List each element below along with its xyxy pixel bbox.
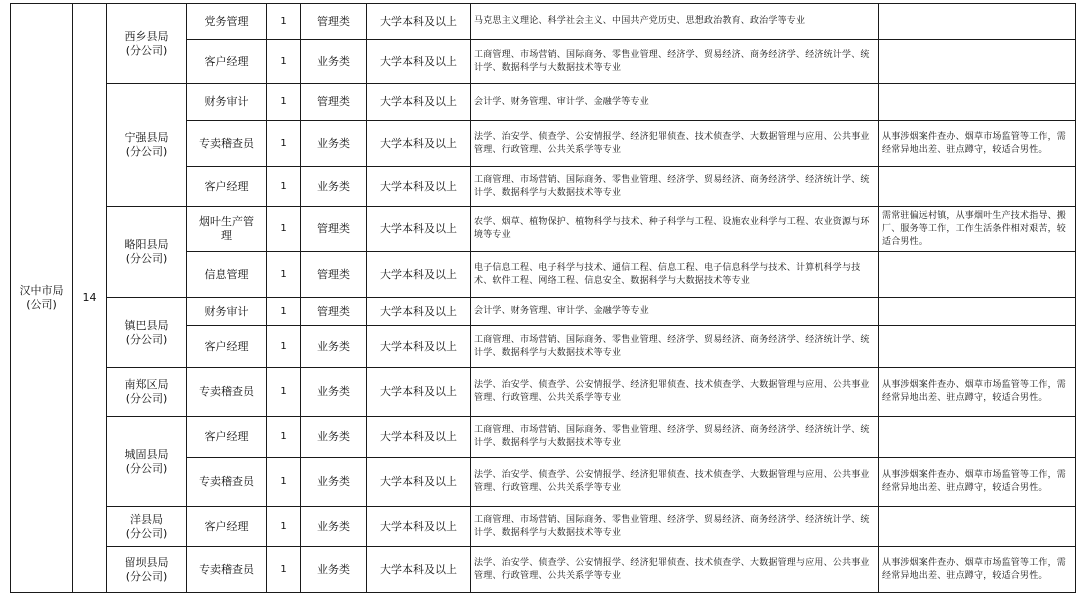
category-cell: 业务类: [301, 121, 367, 167]
quota-cell: 1: [267, 458, 301, 507]
category-cell: 业务类: [301, 326, 367, 368]
note-cell: [879, 298, 1076, 326]
quota-cell: 1: [267, 547, 301, 593]
major-cell: 电子信息工程、电子科学与技术、通信工程、信息工程、电子信息科学与技术、计算机科学与技术、软件工程、网络工程、信息安全、数据科学与大数据技术等专业: [471, 252, 879, 298]
education-cell: 大学本科及以上: [367, 121, 471, 167]
quota-cell: 1: [267, 252, 301, 298]
county-cell: 镇巴县局 (分公司): [107, 298, 187, 368]
category-cell: 管理类: [301, 4, 367, 40]
major-cell: 农学、烟草、植物保护、植物科学与技术、种子科学与工程、设施农业科学与工程、农业资源与环境等专业: [471, 207, 879, 252]
quota-cell: 1: [267, 417, 301, 458]
note-cell: [879, 84, 1076, 121]
category-cell: 管理类: [301, 84, 367, 121]
education-cell: 大学本科及以上: [367, 326, 471, 368]
post-cell: 财务审计: [187, 84, 267, 121]
education-cell: 大学本科及以上: [367, 507, 471, 547]
category-cell: 业务类: [301, 547, 367, 593]
post-cell: 专卖稽查员: [187, 547, 267, 593]
quota-cell: 1: [267, 40, 301, 84]
education-cell: 大学本科及以上: [367, 84, 471, 121]
recruitment-table: [10, 3, 1076, 593]
post-cell: 客户经理: [187, 417, 267, 458]
post-cell: 烟叶生产管 理: [187, 207, 267, 252]
education-cell: 大学本科及以上: [367, 4, 471, 40]
major-cell: 工商管理、市场营销、国际商务、零售业管理、经济学、贸易经济、商务经济学、经济统计学、统计学、数据科学与大数据技术等专业: [471, 507, 879, 547]
county-cell: 南郑区局 (分公司): [107, 368, 187, 417]
major-cell: 法学、治安学、侦查学、公安情报学、经济犯罪侦查、技术侦查学、大数据管理与应用、公共事业管理、行政管理、公共关系学等专业: [471, 547, 879, 593]
county-cell: 城固县局 (分公司): [107, 417, 187, 507]
note-cell: [879, 507, 1076, 547]
note-cell: [879, 167, 1076, 207]
education-cell: 大学本科及以上: [367, 417, 471, 458]
note-cell: 从事涉烟案件查办、烟草市场监管等工作，需经常异地出差、驻点蹲守，较适合男性。: [879, 368, 1076, 417]
note-cell: [879, 40, 1076, 84]
category-cell: 管理类: [301, 298, 367, 326]
post-cell: 党务管理: [187, 4, 267, 40]
education-cell: 大学本科及以上: [367, 547, 471, 593]
county-cell: 洋县局 (分公司): [107, 507, 187, 547]
category-cell: 业务类: [301, 417, 367, 458]
post-cell: 财务审计: [187, 298, 267, 326]
education-cell: 大学本科及以上: [367, 298, 471, 326]
note-cell: 从事涉烟案件查办、烟草市场监管等工作，需经常异地出差、驻点蹲守，较适合男性。: [879, 547, 1076, 593]
quota-cell: 1: [267, 167, 301, 207]
major-cell: 法学、治安学、侦查学、公安情报学、经济犯罪侦查、技术侦查学、大数据管理与应用、公共事业管理、行政管理、公共关系学等专业: [471, 368, 879, 417]
category-cell: 管理类: [301, 252, 367, 298]
post-cell: 客户经理: [187, 167, 267, 207]
education-cell: 大学本科及以上: [367, 368, 471, 417]
category-cell: 业务类: [301, 507, 367, 547]
note-cell: [879, 417, 1076, 458]
major-cell: 工商管理、市场营销、国际商务、零售业管理、经济学、贸易经济、商务经济学、经济统计学、统计学、数据科学与大数据技术等专业: [471, 326, 879, 368]
note-cell: [879, 252, 1076, 298]
post-cell: 专卖稽查员: [187, 121, 267, 167]
category-cell: 业务类: [301, 458, 367, 507]
education-cell: 大学本科及以上: [367, 40, 471, 84]
major-cell: 法学、治安学、侦查学、公安情报学、经济犯罪侦查、技术侦查学、大数据管理与应用、公共事业管理、行政管理、公共关系学等专业: [471, 121, 879, 167]
category-cell: 管理类: [301, 207, 367, 252]
note-cell: 需常驻偏远村镇，从事烟叶生产技术指导、搬厂、服务等工作，工作生活条件相对艰苦，较适合男性。: [879, 207, 1076, 252]
city-cell: 汉中市局 (公司): [11, 4, 73, 593]
post-cell: 信息管理: [187, 252, 267, 298]
major-cell: 会计学、财务管理、审计学、金融学等专业: [471, 298, 879, 326]
major-cell: 工商管理、市场营销、国际商务、零售业管理、经济学、贸易经济、商务经济学、经济统计学、统计学、数据科学与大数据技术等专业: [471, 167, 879, 207]
quota-cell: 1: [267, 207, 301, 252]
category-cell: 业务类: [301, 368, 367, 417]
note-cell: 从事涉烟案件查办、烟草市场监管等工作，需经常异地出差、驻点蹲守，较适合男性。: [879, 458, 1076, 507]
education-cell: 大学本科及以上: [367, 458, 471, 507]
major-cell: 法学、治安学、侦查学、公安情报学、经济犯罪侦查、技术侦查学、大数据管理与应用、公共事业管理、行政管理、公共关系学等专业: [471, 458, 879, 507]
quota-cell: 1: [267, 326, 301, 368]
major-cell: 工商管理、市场营销、国际商务、零售业管理、经济学、贸易经济、商务经济学、经济统计学、统计学、数据科学与大数据技术等专业: [471, 40, 879, 84]
note-cell: [879, 4, 1076, 40]
category-cell: 业务类: [301, 167, 367, 207]
quota-cell: 1: [267, 4, 301, 40]
note-cell: [879, 326, 1076, 368]
quota-cell: 1: [267, 84, 301, 121]
quota-cell: 1: [267, 368, 301, 417]
major-cell: 工商管理、市场营销、国际商务、零售业管理、经济学、贸易经济、商务经济学、经济统计学、统计学、数据科学与大数据技术等专业: [471, 417, 879, 458]
quota-cell: 1: [267, 121, 301, 167]
post-cell: 专卖稽查员: [187, 368, 267, 417]
total-count-cell: 14: [73, 4, 107, 593]
county-cell: 宁强县局 (分公司): [107, 84, 187, 207]
education-cell: 大学本科及以上: [367, 207, 471, 252]
category-cell: 业务类: [301, 40, 367, 84]
major-cell: 会计学、财务管理、审计学、金融学等专业: [471, 84, 879, 121]
quota-cell: 1: [267, 298, 301, 326]
education-cell: 大学本科及以上: [367, 167, 471, 207]
post-cell: 客户经理: [187, 507, 267, 547]
county-cell: 略阳县局 (分公司): [107, 207, 187, 298]
post-cell: 客户经理: [187, 40, 267, 84]
county-cell: 西乡县局 (分公司): [107, 4, 187, 84]
major-cell: 马克思主义理论、科学社会主义、中国共产党历史、思想政治教育、政治学等专业: [471, 4, 879, 40]
county-cell: 留坝县局 (分公司): [107, 547, 187, 593]
post-cell: 客户经理: [187, 326, 267, 368]
note-cell: 从事涉烟案件查办、烟草市场监管等工作，需经常异地出差、驻点蹲守，较适合男性。: [879, 121, 1076, 167]
education-cell: 大学本科及以上: [367, 252, 471, 298]
quota-cell: 1: [267, 507, 301, 547]
post-cell: 专卖稽查员: [187, 458, 267, 507]
